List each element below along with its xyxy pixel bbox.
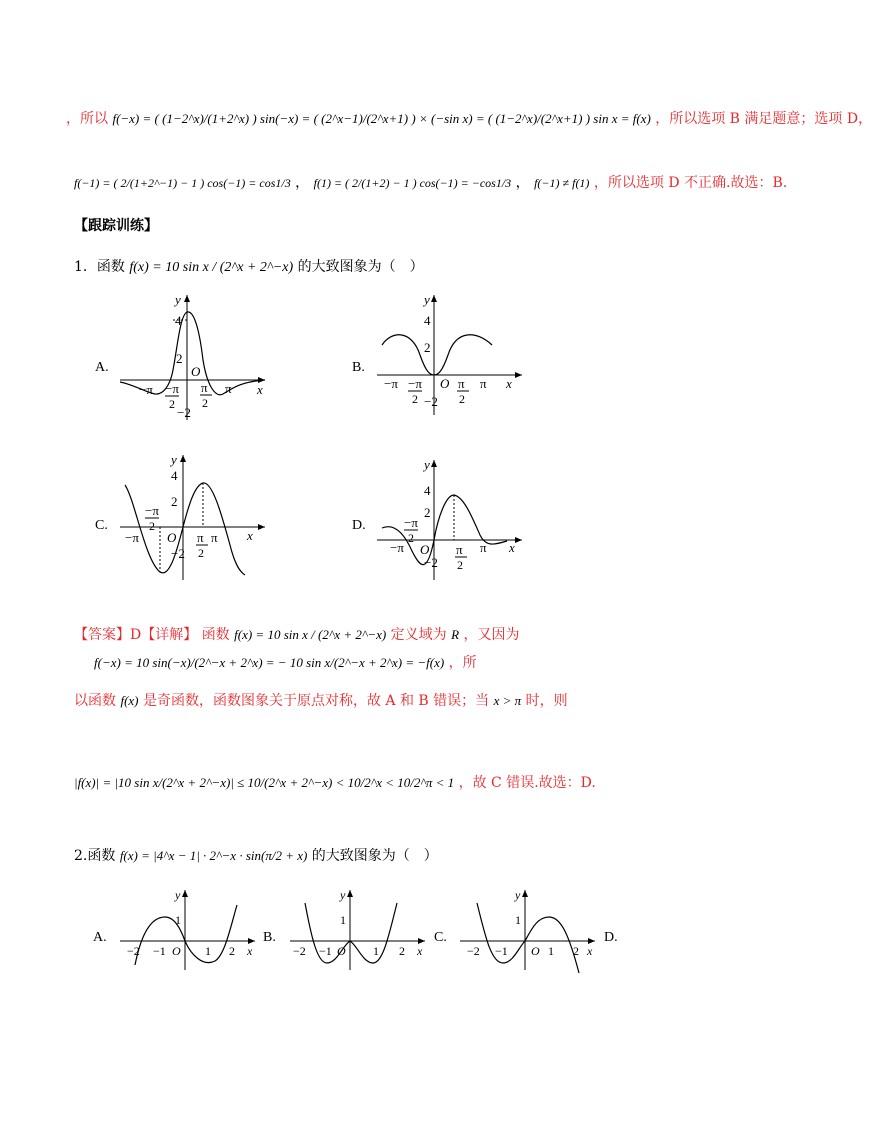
- q2c-x: x: [587, 944, 593, 958]
- c-tick-halfpi: π: [197, 530, 204, 545]
- answer1-line2fx: f(x): [120, 693, 139, 708]
- q2a-x: x: [247, 944, 253, 958]
- q2-number: 2.函数: [74, 848, 116, 864]
- a-x-label: x: [257, 382, 263, 397]
- q2c-O: O: [531, 944, 540, 958]
- q1-option-d: D.: [352, 518, 366, 533]
- q1-graph-a: [115, 290, 270, 425]
- q2a-neg1: −1: [153, 944, 166, 958]
- q2c-one: 1: [515, 913, 521, 927]
- q2c-neg2: −2: [467, 944, 480, 958]
- q2a-O: O: [172, 944, 181, 958]
- b-origin: O: [440, 376, 450, 391]
- answer-1-line-2: [74, 690, 568, 710]
- q2-func: f(x) = |4^x − 1| · 2^−x · sin(π/2 + x): [119, 848, 308, 863]
- answer1-tag: 【答案】D【详解】: [74, 627, 198, 643]
- answer1-parity: f(−x) = 10 sin(−x)/(2^−x + 2^x) = − 10 sin x/(2^−x + 2^x) = −f(x): [94, 655, 445, 670]
- a-tick-2: 2: [176, 351, 183, 366]
- q2c-neg1: −1: [495, 944, 508, 958]
- answer1-text4: ，所: [448, 655, 477, 671]
- q2a-one: 1: [175, 913, 181, 927]
- question-1: [74, 256, 424, 276]
- q2-graph-b: [285, 885, 430, 975]
- q2b-neg2: −2: [293, 944, 306, 958]
- b-y-label: y: [424, 292, 430, 307]
- q1-option-a: A.: [95, 360, 109, 375]
- d-y-label: y: [424, 457, 430, 472]
- c-origin: O: [167, 530, 177, 545]
- answer1-text2: 定义域为: [390, 627, 447, 643]
- q2b-x: x: [417, 944, 423, 958]
- q1-tail: 的大致图象为（ ）: [297, 259, 424, 275]
- a-tick-halfpi-den: 2: [202, 396, 208, 410]
- answer1-domain: R: [451, 627, 460, 642]
- answer1-text5: ，故 C 错误.故选：D.: [458, 775, 596, 791]
- q2b-O: O: [337, 944, 346, 958]
- line2-math3: f(−1) ≠ f(1): [534, 176, 590, 190]
- q1-number: 1．函数: [74, 259, 125, 275]
- c-tick-2: 2: [171, 494, 178, 509]
- line2-math2: f(1) = ( 2/(1+2) − 1 ) cos(−1) = −cos1/3: [313, 176, 512, 190]
- line2-math1: f(−1) = ( 2/(1+2^−1) − 1 ) cos(−1) = cos1/3: [74, 176, 291, 190]
- answer1-line2b: 是奇函数，函数图象关于原点对称，故 A 和 B 错误；当: [142, 693, 490, 709]
- q2-option-a: A.: [93, 930, 107, 945]
- q2-option-c: C.: [434, 930, 447, 945]
- b-tick-2: 2: [424, 340, 431, 355]
- answer-1-line-1: [74, 624, 520, 644]
- answer1-line2cond: x > π: [493, 693, 522, 708]
- d-tick-halfpi: π: [456, 542, 463, 557]
- q2c-1: 1: [548, 944, 554, 958]
- b-tick-halfpi-den: 2: [459, 392, 465, 406]
- q1-graph-d: [372, 455, 527, 585]
- q2a-y: y: [175, 888, 181, 902]
- q2-option-d: D.: [604, 930, 618, 945]
- line2-suffix: ，所以选项 D 不正确.故选：B.: [593, 175, 788, 191]
- q1-option-c: C.: [95, 518, 108, 533]
- d-tick-pi: π: [480, 540, 487, 555]
- question-2: [74, 845, 438, 865]
- c-tick-halfpi-den: 2: [198, 546, 204, 560]
- b-tick-neg2: −2: [424, 394, 438, 409]
- d-x-label: x: [509, 540, 515, 555]
- c-tick-4: 4: [171, 468, 178, 483]
- q2b-1: 1: [373, 944, 379, 958]
- c-tick-negpi: −π: [125, 530, 139, 545]
- a-tick-neghalfpi: −π: [165, 381, 179, 396]
- a-tick-neghalfpi-den: 2: [169, 397, 175, 411]
- answer1-line2a: 以函数: [74, 693, 116, 709]
- a-tick-halfpi: π: [201, 380, 208, 395]
- c-y-label: y: [171, 452, 177, 467]
- a-origin: O: [191, 364, 201, 379]
- a-y-label: y: [175, 292, 181, 307]
- q1-graph-b: [372, 290, 527, 425]
- a-tick-4: 4: [175, 313, 182, 328]
- answer1-text3: ，又因为: [463, 627, 520, 643]
- line1-suffix: ，所以选项 B 满足题意；选项 D，: [655, 111, 872, 127]
- line1-math: f(−x) = ( (1−2^x)/(1+2^x) ) sin(−x) = ( (2^x−1)/(2^x+1) ) × (−sin x) = ( (1−2^x)/(2^x+1) ) sin x = f(x): [112, 111, 651, 126]
- a-tick-neg2: −2: [177, 405, 191, 420]
- q2a-neg2: −2: [127, 944, 140, 958]
- b-tick-neghalfpi-den: 2: [412, 392, 418, 406]
- q2-graph-c: [455, 885, 600, 975]
- q1-option-b: B.: [352, 360, 365, 375]
- b-tick-negpi: −π: [384, 376, 398, 391]
- answer1-func: f(x) = 10 sin x / (2^x + 2^−x): [234, 627, 387, 642]
- a-tick-negpi: −π: [139, 382, 153, 397]
- q1-func: f(x) = 10 sin x / (2^x + 2^−x): [129, 260, 294, 275]
- line1-prefix: ，所以: [66, 111, 108, 127]
- d-tick-4: 4: [424, 483, 431, 498]
- answer1-ineq: |f(x)| = |10 sin x/(2^x + 2^−x)| ≤ 10/(2^x + 2^−x) < 10/2^x < 10/2^π < 1: [74, 775, 455, 790]
- section-title: 【跟踪训练】: [74, 218, 158, 234]
- q2-graph-a: [115, 885, 260, 975]
- q2c-2: 2: [573, 944, 579, 958]
- answer1-text1: 函数: [201, 627, 230, 643]
- q2b-one: 1: [340, 913, 346, 927]
- c-tick-pi: π: [211, 530, 218, 545]
- d-tick-neg2: −2: [424, 555, 438, 570]
- a-tick-pi: π: [225, 381, 232, 396]
- d-tick-2: 2: [424, 505, 431, 520]
- b-tick-halfpi: π: [458, 376, 465, 391]
- q2a-2: 2: [229, 944, 235, 958]
- b-tick-neghalfpi: −π: [408, 376, 422, 391]
- c-tick-neghalfpi: −π: [145, 503, 159, 518]
- solution-line-2: f(−1) = ( 2/(1+2^−1) − 1 ) cos(−1) = cos1/3 ， f(1) = ( 2/(1+2) − 1 ) cos(−1) = −cos1/3 ， f(−1) ≠ f(1) ，所以选项 D 不正确.故选：B.: [74, 175, 788, 191]
- d-tick-neghalfpi: −π: [404, 515, 418, 530]
- q2c-y: y: [515, 888, 521, 902]
- q2-option-b: B.: [263, 930, 276, 945]
- d-origin: O: [420, 542, 430, 557]
- q2a-1: 1: [205, 944, 211, 958]
- c-tick-neghalfpi-den: 2: [149, 519, 155, 533]
- q1-graph-c: [115, 450, 270, 585]
- d-tick-neghalfpi-den: 2: [408, 531, 414, 545]
- d-tick-halfpi-den: 2: [457, 558, 463, 572]
- c-tick-neg2: −2: [171, 546, 185, 561]
- q2b-neg1: −1: [319, 944, 332, 958]
- answer1-line2c: 时，则: [525, 693, 568, 709]
- answer-1-line-3: [74, 772, 596, 792]
- q2b-y: y: [340, 888, 346, 902]
- q2b-2: 2: [399, 944, 405, 958]
- d-tick-negpi: −π: [390, 540, 404, 555]
- b-x-label: x: [506, 376, 512, 391]
- b-tick-pi: π: [480, 376, 487, 391]
- answer-1-line-1b: [94, 652, 477, 672]
- c-x-label: x: [247, 528, 253, 543]
- solution-line-1: [66, 108, 872, 128]
- q2-tail: 的大致图象为（ ）: [311, 848, 438, 864]
- b-tick-4: 4: [424, 313, 431, 328]
